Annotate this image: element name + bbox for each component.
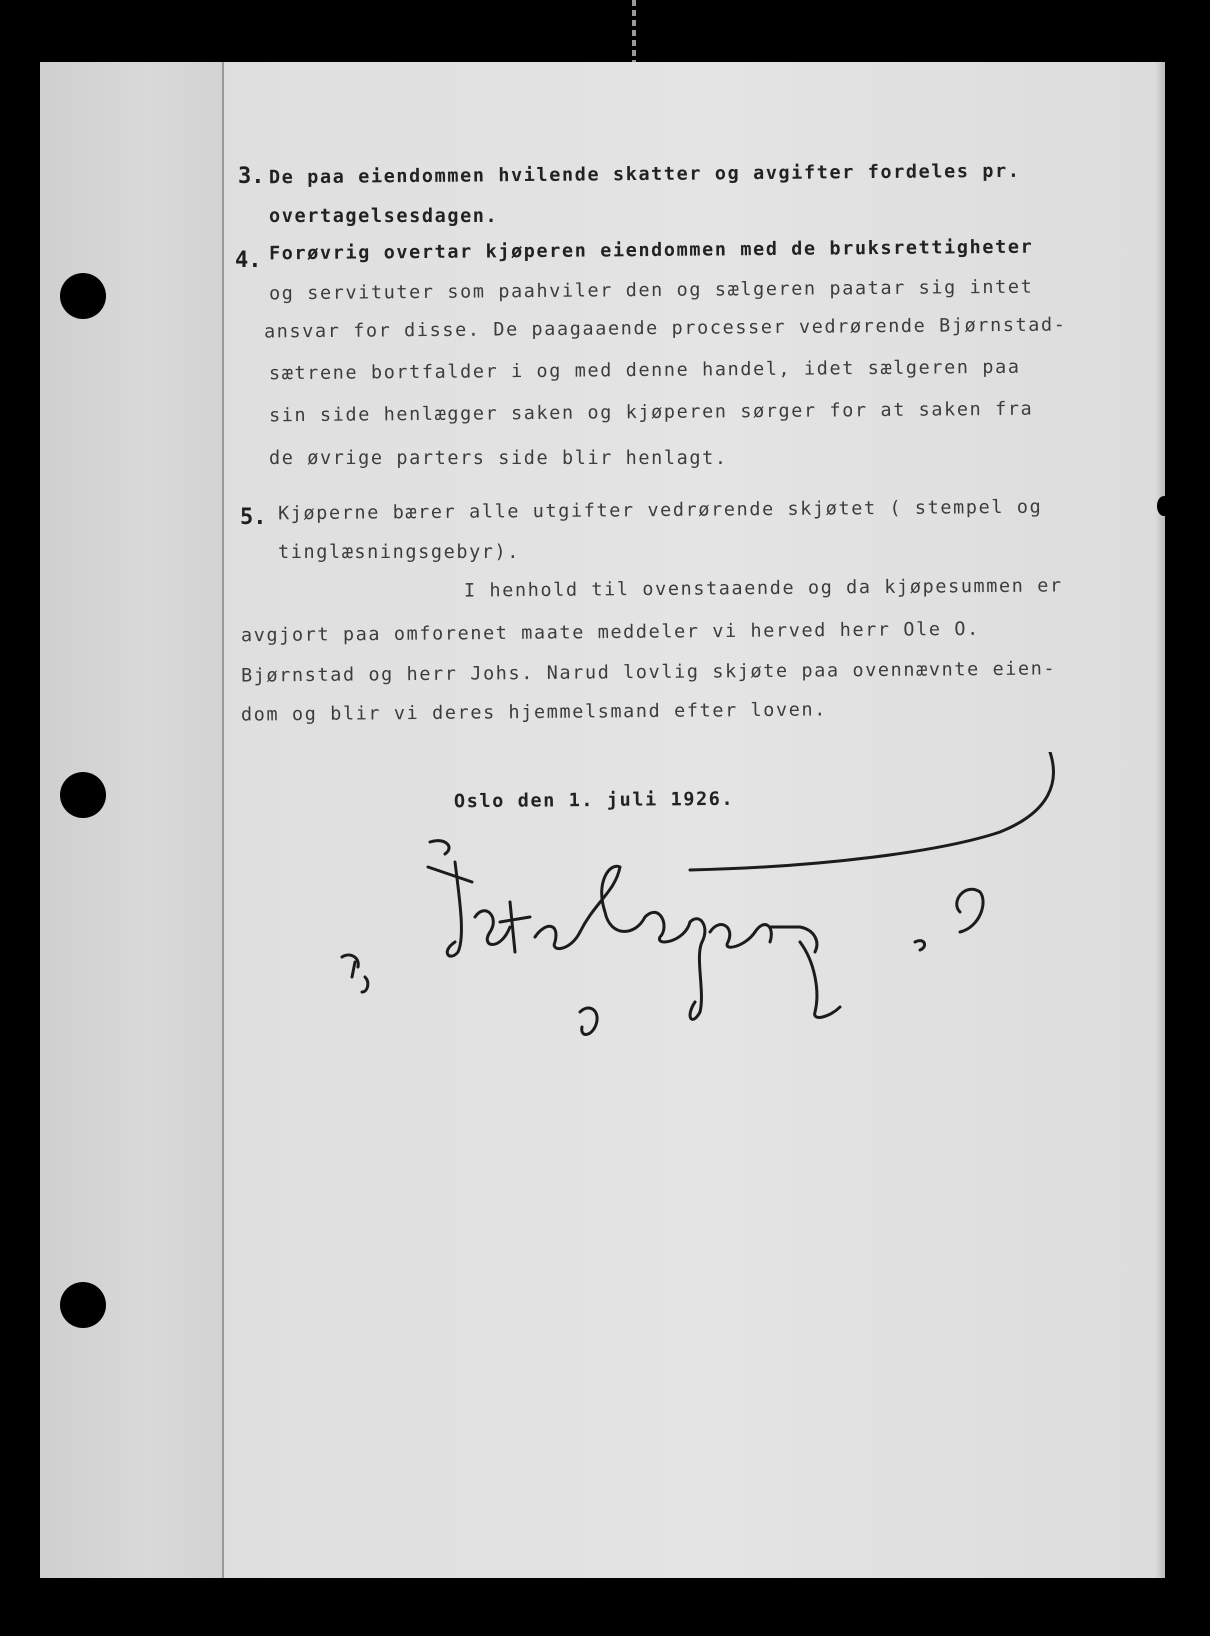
place-date: Oslo den 1. juli 1926. (453, 788, 735, 813)
item-number-3: 3. (238, 164, 265, 189)
item-5-line-1: Kjøperne bærer alle utgifter vedrørende skjøtet ( stempel og (277, 496, 1043, 525)
item-4-line-5: sin side henlægger saken og kjøperen sørger for at saken fra (268, 398, 1034, 427)
closing-line-3: Bjørnstad og herr Johs. Narud lovlig skjøte paa ovennævnte eien- (240, 658, 1057, 687)
handwritten-signature (260, 752, 1140, 1132)
scanner-marker (632, 0, 636, 62)
page-edge-shadow (1155, 62, 1165, 1578)
edge-mark (1157, 496, 1165, 516)
punch-hole-bottom (60, 1282, 106, 1328)
item-number-5: 5. (240, 505, 267, 530)
item-5-line-2: tinglæsningsgebyr). (278, 542, 521, 563)
closing-line-2: avgjort paa omforenet maate meddeler vi herved herr Ole O. (240, 618, 980, 647)
item-4-line-1: Forøvrig overtar kjøperen eiendommen med de bruksrettigheter (268, 236, 1034, 265)
item-3-line-2: overtagelsesdagen. (269, 206, 499, 227)
item-4-line-4: sætrene bortfalder i og med denne handel, idet sælgeren paa (268, 356, 1021, 385)
item-4-line-6: de øvrige parters side blir henlagt. (269, 448, 728, 469)
document-page (40, 62, 1165, 1578)
item-3-line-1: De paa eiendommen hvilende skatter og avgifter fordeles pr. (268, 160, 1021, 189)
item-number-4: 4. (235, 248, 262, 273)
margin-rule (222, 62, 224, 1578)
punch-hole-middle (60, 772, 106, 818)
item-4-line-3: ansvar for disse. De paagaaende processer vedrørende Bjørnstad- (263, 314, 1067, 343)
item-4-line-2: og servituter som paahviler den og sælgeren paatar sig intet (268, 276, 1034, 305)
punch-hole-top (60, 273, 106, 319)
closing-line-4: dom og blir vi deres hjemmelsmand efter loven. (240, 699, 828, 726)
closing-line-1: I henhold til ovenstaaende og da kjøpesummen er (463, 575, 1063, 602)
